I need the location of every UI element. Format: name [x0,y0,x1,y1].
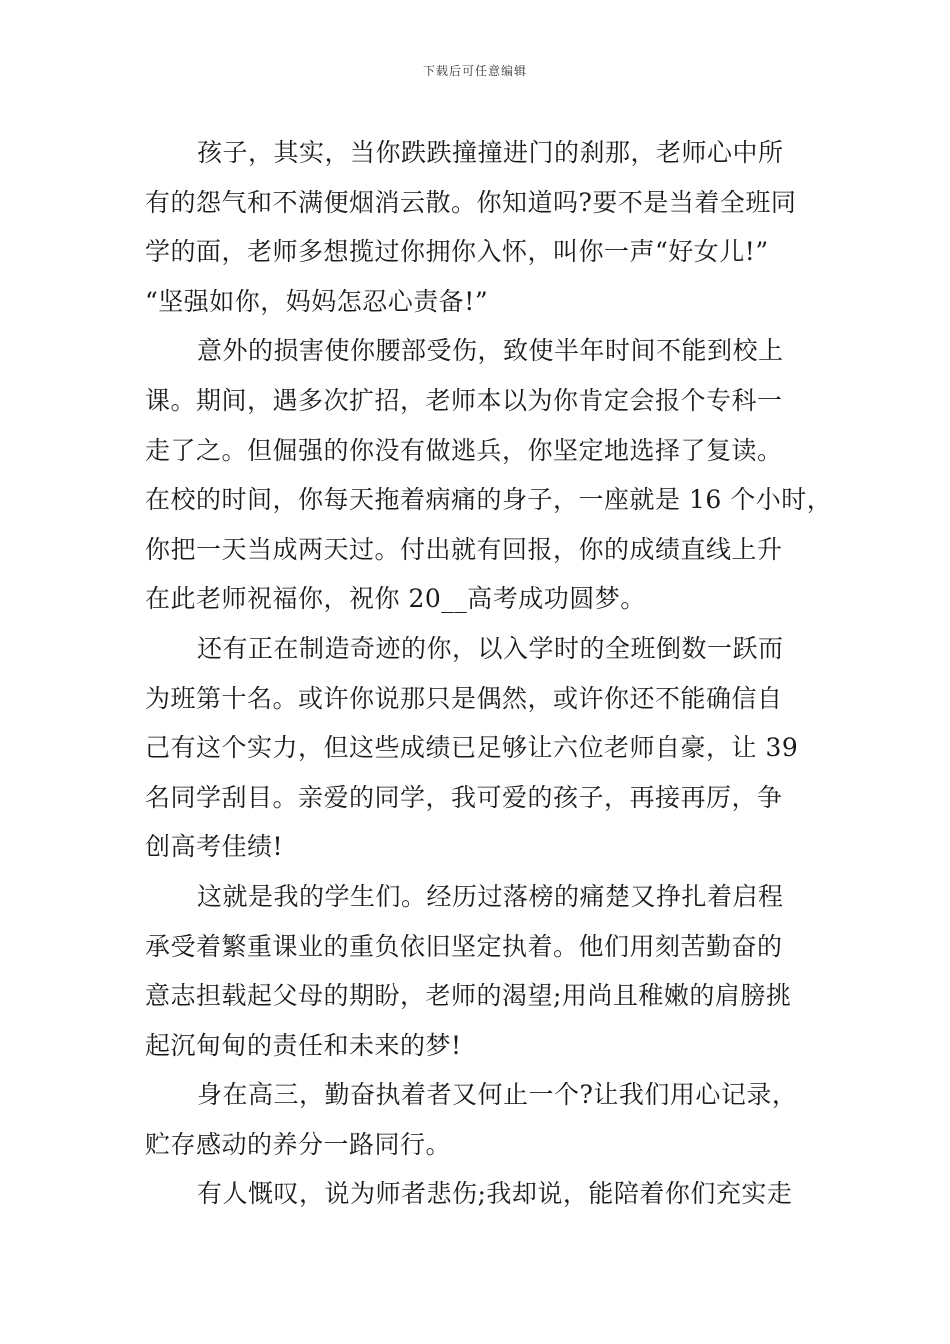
text-line: 创高考佳绩! [145,832,284,862]
text-line: 为班第十名。或许你说那只是偶然，或许你还不能确信自 [145,683,783,713]
text-line: 这就是我的学生们。经历过落榜的痛楚又挣扎着启程 [197,881,784,911]
text-line: 孩子，其实，当你跌跌撞撞进门的刹那，老师心中所 [197,138,784,167]
text-line: 有的怨气和不满便烟消云散。你知道吗?要不是当着全班同 [145,187,797,217]
text-line: 名同学刮目。亲爱的同学，我可爱的孩子，再接再厉，争 [145,782,783,812]
text-line: 课。期间，遇多次扩招，老师本以为你肯定会报个专科一 [145,385,783,415]
text-line: 贮存感动的养分一路同行。 [145,1129,452,1159]
text-line: 你把一天当成两天过。付出就有回报，你的成绩直线上升 [145,534,783,564]
text-line: 在此老师祝福你，祝你 20__高考成功圆梦。 [145,584,646,614]
text-line: 有人慨叹，说为师者悲伤;我却说，能陪着你们充实走 [197,1179,793,1209]
text-line: 身在高三，勤奋执着者又何止一个?让我们用心记录， [197,1080,798,1110]
text-line: “坚强如你，妈妈怎忍心责备!” [145,286,489,316]
text-line: 己有这个实力，但这些成绩已足够让六位老师自豪，让 39 [145,733,799,763]
text-line: 还有正在制造奇迹的你，以入学时的全班倒数一跃而 [197,633,784,663]
page-header: 下载后可任意编辑 [422,64,527,78]
text-line: 走了之。但倔强的你没有做逃兵，你坚定地选择了复读。 [145,435,783,465]
text-line: 学的面，老师多想揽过你拥你入怀，叫你一声“好女儿!” [145,237,769,267]
text-line: 在校的时间，你每天拖着病痛的身子，一座就是 16 个小时， [145,485,833,515]
text-line: 意外的损害使你腰部受伤，致使半年时间不能到校上 [197,336,784,366]
text-line: 承受着繁重课业的重负依旧坚定执着。他们用刻苦勤奋的 [145,931,783,961]
text-line: 意志担载起父母的期盼，老师的渴望;用尚且稚嫩的肩膀挑 [145,981,792,1011]
document-body [145,128,833,1219]
text-line: 起沉甸甸的责任和未来的梦! [145,1030,462,1060]
